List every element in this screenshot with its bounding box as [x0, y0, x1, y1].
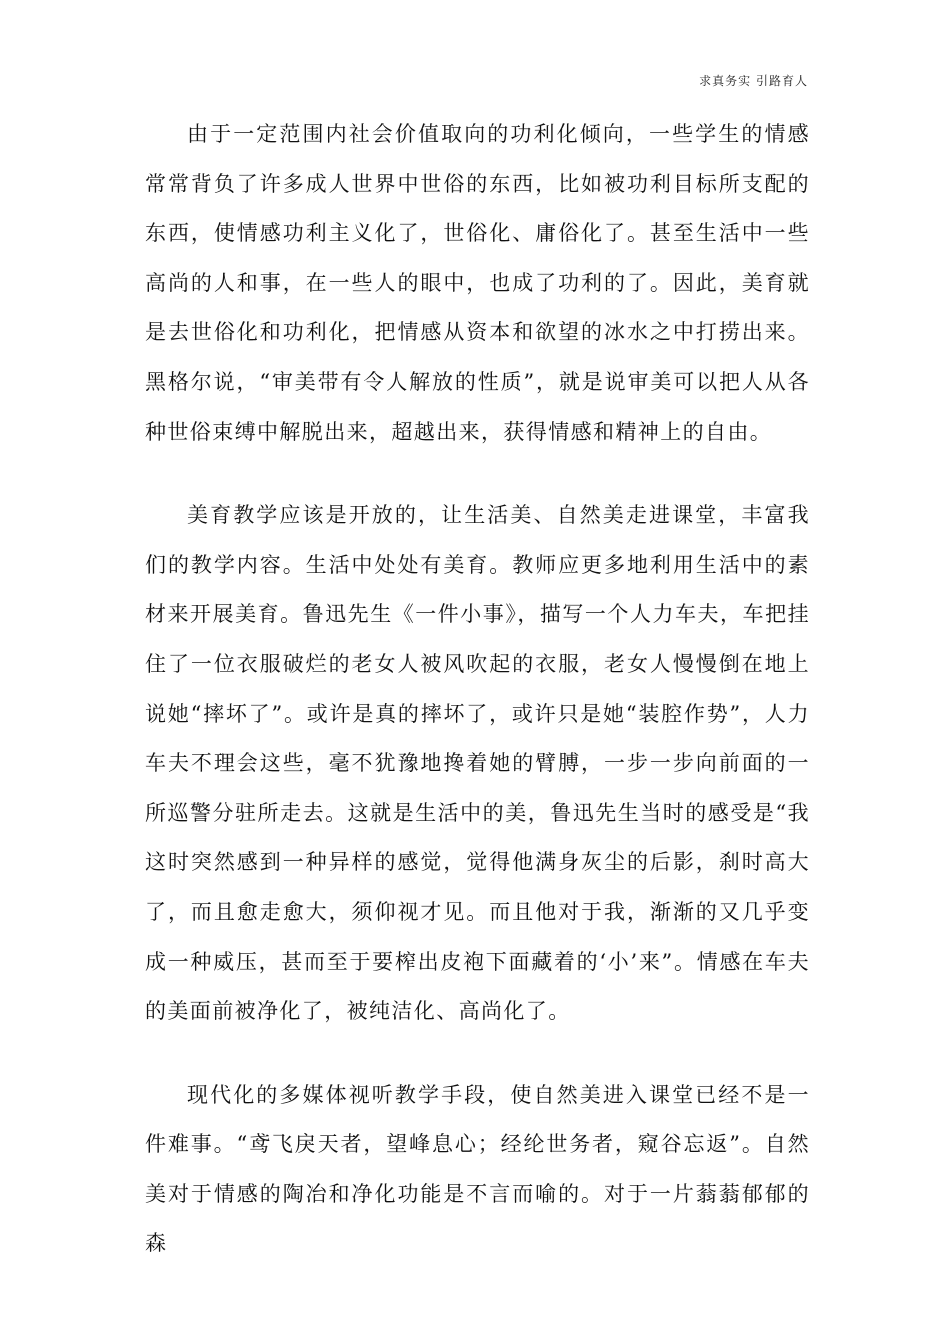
paragraph-1: 由于一定范围内社会价值取向的功利化倾向，一些学生的情感常常背负了许多成人世界中世俗的东西，比如被功利目标所支配的东西，使情感功利主义化了，世俗化、庸俗化了。甚至生活中一些高尚的人和事，在一些人的眼中，也成了功利的了。因此，美育就是去世俗化和功利化，把情感从资本和欲望的冰水之中打捞出来。黑格尔说，“审美带有令人解放的性质”，就是说审美可以把人从各种世俗束缚中解脱出来，超越出来，获得情感和精神上的自由。	[145, 122, 810, 444]
header-motto: 求真务实 引路育人	[699, 74, 808, 88]
document-body	[145, 110, 810, 1269]
paragraph-3: 现代化的多媒体视听教学手段，使自然美进入课堂已经不是一件难事。“鸢飞戾天者，望峰息心；经纶世务者，窥谷忘返”。自然美对于情感的陶冶和净化功能是不言而喻的。对于一片蓊蓊郁郁的森	[145, 1082, 810, 1256]
paragraph-2: 美育教学应该是开放的，让生活美、自然美走进课堂，丰富我们的教学内容。生活中处处有美育。教师应更多地利用生活中的素材来开展美育。鲁迅先生《一件小事》，描写一个人力车夫，车把挂住了一位衣服破烂的老女人被风吹起的衣服，老女人慢慢倒在地上说她“摔坏了”。或许是真的摔坏了，或许只是她“装腔作势”，人力车夫不理会这些，毫不犹豫地搀着她的臂膊，一步一步向前面的一所巡警分驻所走去。这就是生活中的美，鲁迅先生当时的感受是“我这时突然感到一种异样的感觉，觉得他满身灰尘的后影，刹时高大了，而且愈走愈大，须仰视才见。而且他对于我，渐渐的又几乎变成一种威压，甚而至于要榨出皮袍下面藏着的‘小’来”。情感在车夫的美面前被净化了，被纯洁化、高尚化了。	[145, 503, 810, 1024]
